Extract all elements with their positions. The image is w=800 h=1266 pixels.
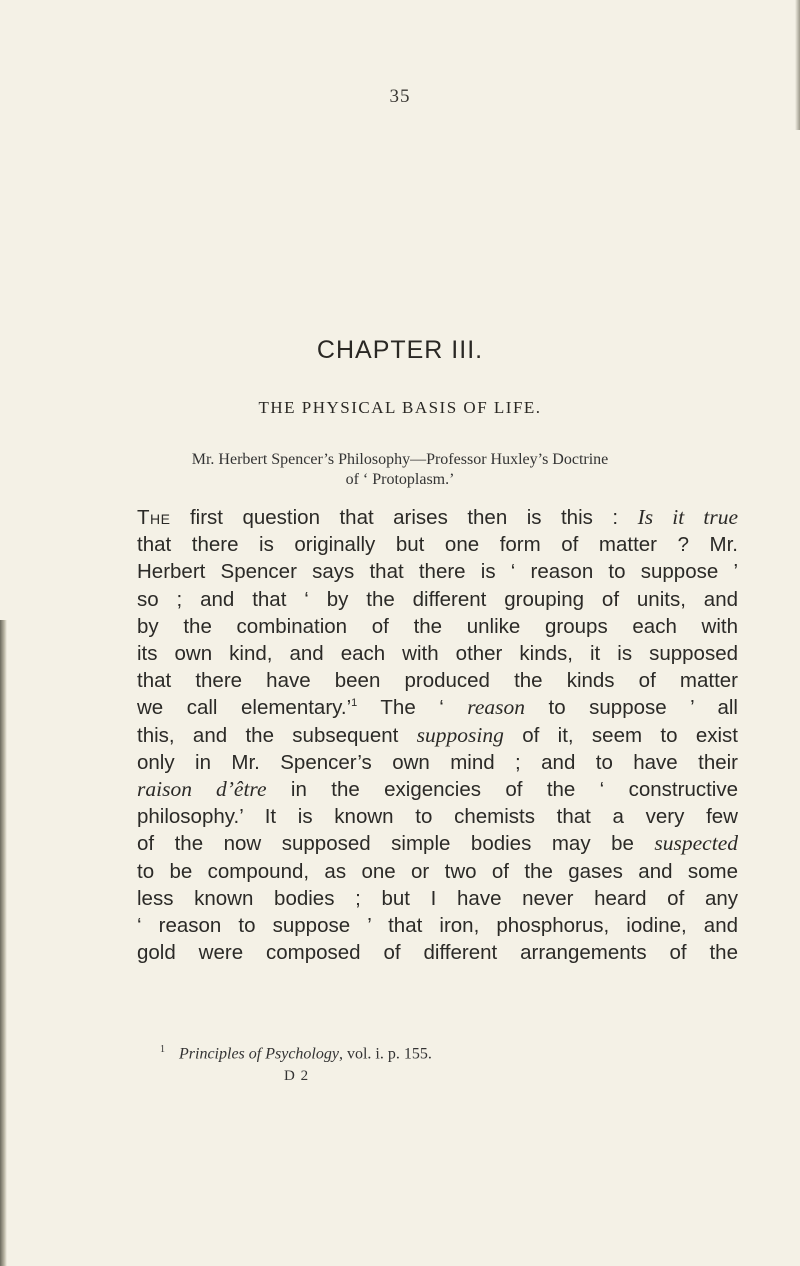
footnote-title: Principles of Psychology (179, 1045, 339, 1063)
body-paragraph (137, 504, 738, 966)
text-line: Herbert Spencer says that there is ‘ reason to suppose ’ (137, 560, 738, 584)
italic-phrase: Is it true (637, 505, 738, 529)
chapter-summary-line: Mr. Herbert Spencer’s Philosophy—Professor Huxley’s Doctrine (191, 451, 609, 468)
chapter-title: THE PHYSICAL BASIS OF LIFE. (258, 398, 542, 417)
italic-phrase: supposing (416, 722, 504, 747)
italic-phrase: suspected (654, 831, 738, 856)
text-line: only in Mr. Spencer’s own mind ; and to have their (137, 750, 738, 774)
page-number: 35 (389, 86, 411, 107)
text-line: its own kind, and each with other kinds, it is supposed (137, 642, 738, 666)
chapter-summary-line: of ‘ Protoplasm.’ (345, 471, 455, 488)
text-line: that there have been produced the kinds of matter (137, 669, 738, 693)
text-line: less known bodies ; but I have never heard of any (137, 886, 738, 910)
text-line: of the now supposed simple bodies may be suspected (137, 831, 738, 856)
text-line: to be compound, as one or two of the gases and some (137, 859, 738, 883)
text-line: philosophy.’ It is known to chemists that a very few (137, 805, 738, 829)
chapter-summary (160, 450, 640, 490)
text-line: by the combination of the unlike groups each with (137, 614, 738, 638)
italic-phrase: reason (467, 695, 526, 720)
text-line: so ; and that ‘ by the different grouping of units, and (137, 587, 738, 611)
text-line: we call elementary.’$^1$ The ‘ reason to suppose ’ all (137, 695, 738, 720)
text-line: The first question that arises then is this : Is it true (137, 505, 738, 529)
text-line: that there is originally but one form of matter ? Mr. (137, 533, 738, 557)
footnote-citation: , vol. i. p. 155. (338, 1045, 432, 1063)
chapter-heading: CHAPTER III. (316, 336, 484, 364)
page-edge-shadow-left (0, 620, 7, 1266)
opening-word: The (137, 506, 171, 529)
signature-mark: D 2 (284, 1068, 310, 1084)
italic-phrase: raison d’être (137, 777, 267, 802)
footnote-reference: 1 (351, 697, 358, 710)
text-line: ‘ reason to suppose ’ that iron, phosphorus, iodine, and (137, 914, 738, 938)
text-line: this, and the subsequent supposing of it, seem to exist (137, 722, 738, 747)
footnote (160, 1044, 720, 1063)
footnote-mark: 1 (160, 1044, 165, 1055)
page-edge-shadow-right (795, 0, 800, 130)
text-line: gold were composed of different arrangements of the (137, 941, 738, 965)
text-line: raison d’être in the exigencies of the ‘ constructive (137, 777, 738, 802)
